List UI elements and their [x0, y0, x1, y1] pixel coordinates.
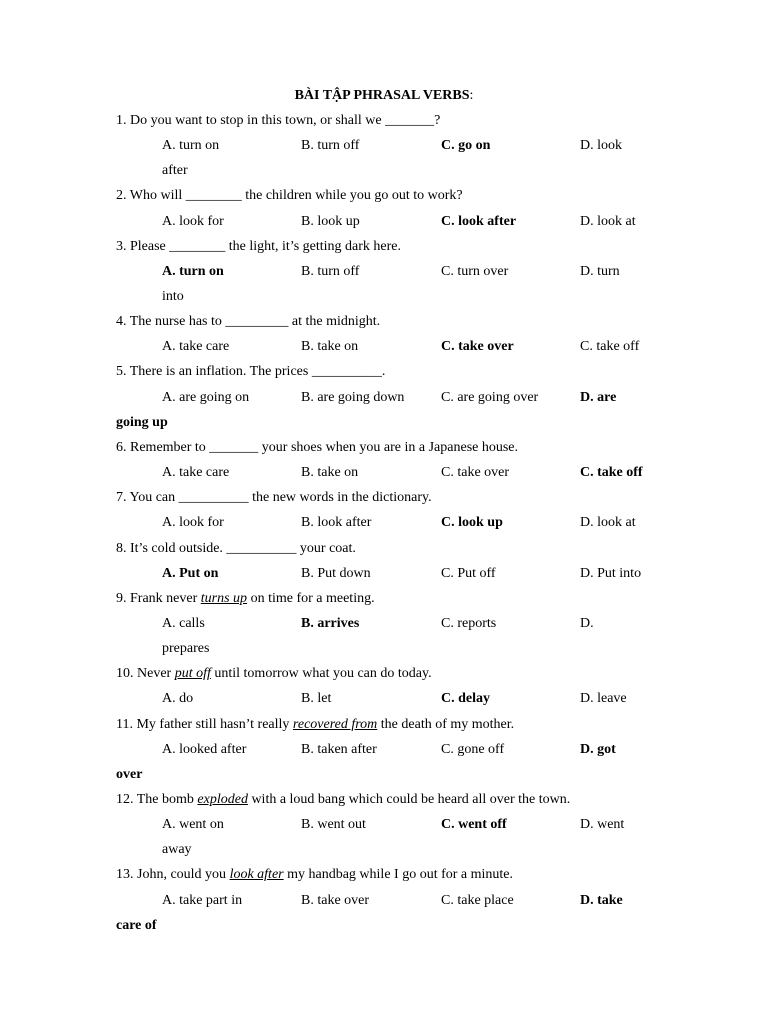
question-2-text-start: 2. Who will ________ the children while you go out to work? [116, 188, 463, 203]
question-13-option-c: C. take place [441, 893, 514, 908]
question-3-option-d: D. turn [580, 264, 620, 279]
question-3 [0, 238, 768, 256]
question-13-text-start: 13. John, could you [116, 867, 230, 882]
question-13-phrase: look after [229, 867, 284, 882]
question-9-option-a: A. calls [162, 616, 205, 631]
question-3-option-c: C. turn over [441, 264, 509, 279]
question-11-phrase: recovered from [292, 717, 378, 732]
question-9 [0, 590, 768, 608]
question-10 [0, 665, 768, 683]
question-9-text-start: 9. Frank never [116, 591, 201, 606]
question-11 [0, 716, 768, 734]
question-13-text-end: my handbag while I go out for a minute. [283, 867, 514, 882]
question-12-phrase: exploded [197, 792, 248, 807]
question-12-text-start: 12. The bomb [116, 792, 198, 807]
question-11-text-start: 11. My father still hasn’t really [116, 717, 293, 732]
question-10-option-b: B. let [301, 691, 332, 706]
question-13-option-a: A. take part in [162, 893, 243, 908]
question-3-text [116, 238, 401, 256]
question-1-option-c: C. go on [441, 138, 491, 153]
question-10-text [116, 665, 432, 683]
question-7-option-a: A. look for [162, 515, 224, 530]
question-4-text-start: 4. The nurse has to _________ at the midnight. [116, 314, 381, 329]
question-1-option-a: A. turn on [162, 138, 220, 153]
question-7-text [116, 489, 432, 507]
question-7-option-d: D. look at [580, 515, 636, 530]
question-12-text-end: with a loud bang which could be heard all over the town. [247, 792, 571, 807]
question-1-option-continuation [0, 162, 768, 180]
question-2-option-d: D. look at [580, 214, 636, 229]
question-9-option-d: D. [580, 616, 594, 631]
question-11-continuation-text: over [116, 767, 143, 782]
question-8-options [0, 565, 768, 583]
question-1-option-d: D. look [580, 138, 622, 153]
question-9-text-end: on time for a meeting. [247, 591, 375, 606]
question-6-option-b: B. take on [301, 465, 359, 480]
question-2-option-c: C. look after [441, 214, 517, 229]
question-13-option-d: D. take [580, 893, 623, 908]
question-12-option-a: A. went on [162, 817, 224, 832]
question-8 [0, 540, 768, 558]
question-4-option-a: A. take care [162, 339, 230, 354]
question-10-text-start: 10. Never [116, 666, 175, 681]
question-8-option-c: C. Put off [441, 566, 496, 581]
question-9-option-b: B. arrives [301, 616, 360, 631]
question-4 [0, 313, 768, 331]
question-11-option-a: A. looked after [162, 742, 247, 757]
question-3-option-a: A. turn on [162, 264, 224, 279]
question-13-continuation-text: care of [116, 918, 157, 933]
question-6-option-a: A. take care [162, 465, 230, 480]
question-9-phrase: turns up [200, 591, 248, 606]
question-6-text [116, 439, 518, 457]
question-13-options [0, 892, 768, 910]
question-9-continuation-text: prepares [162, 641, 210, 656]
question-13-text [116, 866, 513, 884]
question-8-option-d: D. Put into [580, 566, 642, 581]
question-11-text-end: the death of my mother. [377, 717, 515, 732]
question-3-continuation-text: into [162, 289, 184, 304]
question-1-text-start: 1. Do you want to stop in this town, or shall we _______? [116, 113, 441, 128]
question-5-option-b: B. are going down [301, 390, 405, 405]
question-7-options [0, 514, 768, 532]
question-12-continuation-text: away [162, 842, 192, 857]
question-12 [0, 791, 768, 809]
question-5-option-continuation [0, 414, 768, 432]
question-4-option-c: C. take over [441, 339, 514, 354]
question-3-option-b: B. turn off [301, 264, 360, 279]
question-4-option-d: C. take off [580, 339, 640, 354]
question-8-text [116, 540, 356, 558]
question-1-text [116, 112, 440, 130]
question-1 [0, 112, 768, 130]
question-13-option-b: B. take over [301, 893, 370, 908]
question-3-text-start: 3. Please ________ the light, it’s getting dark here. [116, 239, 402, 254]
question-6-option-d: C. take off [580, 465, 643, 480]
question-12-option-continuation [0, 841, 768, 859]
question-5-text-start: 5. There is an inflation. The prices __________. [116, 364, 386, 379]
question-12-text [116, 791, 570, 809]
question-11-text [116, 716, 514, 734]
question-10-option-a: A. do [162, 691, 194, 706]
question-4-text [116, 313, 380, 331]
question-7 [0, 489, 768, 507]
question-12-option-d: D. went [580, 817, 625, 832]
question-6-text-start: 6. Remember to _______ your shoes when you are in a Japanese house. [116, 440, 519, 455]
question-12-options [0, 816, 768, 834]
question-1-continuation-text: after [162, 163, 188, 178]
question-11-option-d: D. got [580, 742, 616, 757]
question-3-options [0, 263, 768, 281]
question-13 [0, 866, 768, 884]
question-10-phrase: put off [174, 666, 211, 681]
question-1-options [0, 137, 768, 155]
question-10-option-d: D. leave [580, 691, 627, 706]
question-5-option-d: D. are [580, 390, 617, 405]
question-2-text [116, 187, 463, 205]
question-10-option-c: C. delay [441, 691, 490, 706]
question-12-option-c: C. went off [441, 817, 507, 832]
question-5-text [116, 363, 385, 381]
title-text: BÀI TẬP PHRASAL VERBS [294, 88, 470, 103]
question-5-options [0, 389, 768, 407]
question-4-options [0, 338, 768, 356]
question-8-option-a: A. Put on [162, 566, 219, 581]
question-2-option-b: B. look up [301, 214, 360, 229]
question-10-options [0, 690, 768, 708]
question-12-option-b: B. went out [301, 817, 366, 832]
question-1-option-b: B. turn off [301, 138, 360, 153]
question-9-option-c: C. reports [441, 616, 497, 631]
question-13-option-continuation [0, 917, 768, 935]
question-2 [0, 187, 768, 205]
question-8-option-b: B. Put down [301, 566, 371, 581]
question-5 [0, 363, 768, 381]
question-10-text-end: until tomorrow what you can do today. [210, 666, 432, 681]
question-6 [0, 439, 768, 457]
question-11-options [0, 741, 768, 759]
question-8-text-start: 8. It’s cold outside. __________ your coat. [116, 541, 356, 556]
question-7-text-start: 7. You can __________ the new words in the dictionary. [116, 490, 432, 505]
question-6-option-c: C. take over [441, 465, 510, 480]
question-9-option-continuation [0, 640, 768, 658]
question-4-option-b: B. take on [301, 339, 359, 354]
question-11-option-c: C. gone off [441, 742, 505, 757]
question-5-option-c: C. are going over [441, 390, 539, 405]
question-6-options [0, 464, 768, 482]
question-2-option-a: A. look for [162, 214, 224, 229]
question-7-option-b: B. look after [301, 515, 372, 530]
question-9-text [116, 590, 375, 608]
title-colon: : [469, 88, 474, 103]
question-5-continuation-text: going up [116, 415, 168, 430]
question-11-option-continuation [0, 766, 768, 784]
question-3-option-continuation [0, 288, 768, 306]
question-11-option-b: B. taken after [301, 742, 377, 757]
question-9-options [0, 615, 768, 633]
question-7-option-c: C. look up [441, 515, 503, 530]
question-2-options [0, 213, 768, 231]
question-5-option-a: A. are going on [162, 390, 250, 405]
